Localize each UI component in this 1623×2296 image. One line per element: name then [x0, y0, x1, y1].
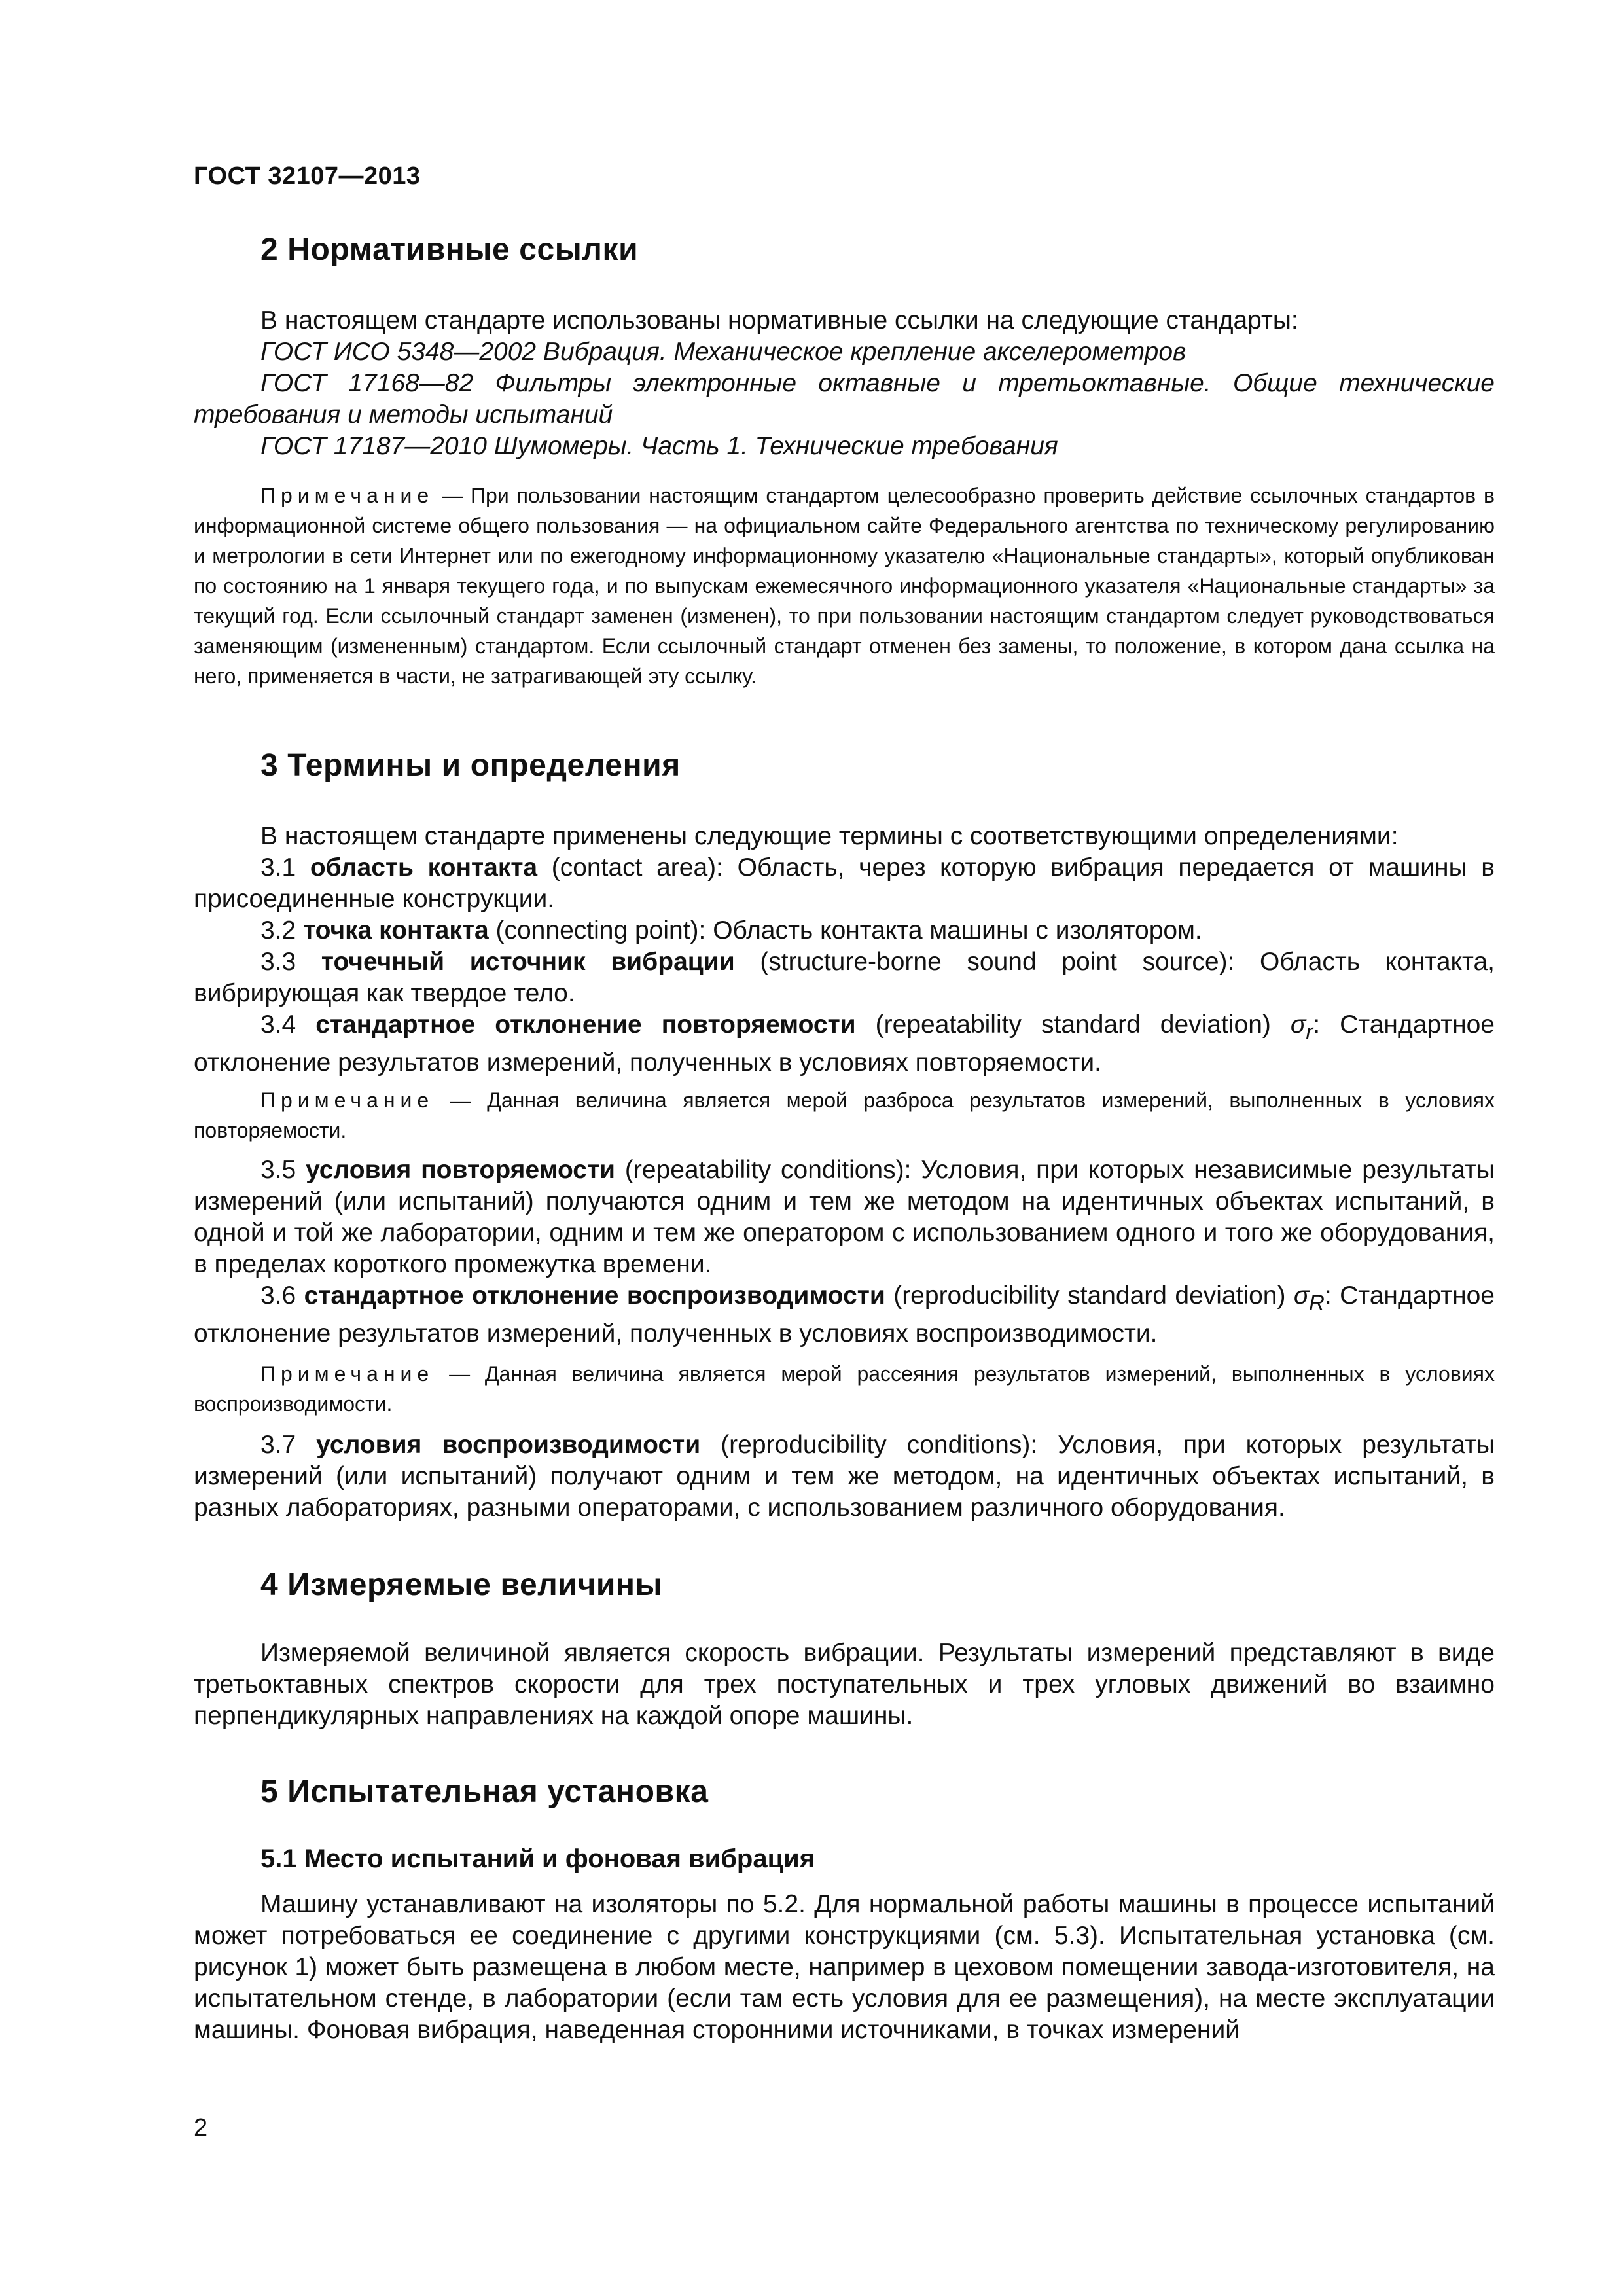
section-5-body — [194, 1889, 1495, 2046]
term-3-4-note: Примечание — Данная величина является мерой разброса результатов измерений, выполненных в условиях повторяемости. — [194, 1088, 1495, 1142]
section-2-note — [194, 480, 1495, 691]
term-3-1: 3.1 область контакта (contact area): Область, через которую вибрация передается от машины в присоединенные конструкции. — [194, 853, 1495, 913]
section-3-intro: В настоящем стандарте применены следующие термины с соответствующими определениями: — [260, 822, 1399, 850]
term-3-3: 3.3 точечный источник вибрации (structure-borne sound point source): Область контакта, вибрирующая как твердое тело. — [194, 948, 1495, 1007]
term-3-4: 3.4 стандартное отклонение повторяемости (repeatability standard deviation) $\sigma_r$: Стандартное отклонение результатов измерений, полученных в условиях повторяемости. — [194, 1011, 1495, 1077]
section-4-text: Измеряемой величиной является скорость вибрации. Результаты измерений представляют в виде третьоктавных спектров скорости для трех поступательных и трех угловых движений во взаимно перпендикулярных направлениях на каждой опоре машины. — [194, 1639, 1495, 1730]
section-3-body-a — [194, 821, 1495, 1079]
note-text: — При пользовании настоящим стандартом целесообразно проверить действие ссылочных стандартов в информационной системе общего пользования — на официальном сайте Федерального агентства по техническому регулированию и метрологии в сети Интернет или по ежегодному информационному указателю «Национальные стандарты», который опубликован по состоянию на 1 января текущего года, и по выпускам ежемесячного информационного указателя «Национальные стандарты» за текущий год. Если ссылочный стандарт заменен (изменен), то при пользовании настоящим стандартом следует руководствоваться заменяющим (измененным) стандартом. Если ссылочный стандарт отменен без замены, то положение, в котором дана ссылка на него, применяется в части, не затрагивающей эту ссылку. — [194, 484, 1495, 688]
term-3-6-name: стандартное отклонение воспроизводимости — [304, 1282, 885, 1310]
section-2-body — [194, 305, 1495, 462]
section-2-intro: В настоящем стандарте использованы нормативные ссылки на следующие стандарты: — [260, 306, 1298, 334]
section-5-heading: 5 Испытательная установка — [260, 1774, 709, 1809]
term-3-5: 3.5 условия повторяемости (repeatability conditions): Условия, при которых независимые результаты измерений (или испытаний) получаются одним и тем же методом на идентичных объектах испытаний, в одной и той же лаборатории, одним и тем же оператором с использованием одного и того же оборудования, в пределах короткого промежутка времени. — [194, 1156, 1495, 1278]
section-3-heading: 3 Термины и определения — [260, 748, 681, 783]
term-3-4-name: стандартное отклонение повторяемости — [315, 1011, 856, 1039]
term-3-2: 3.2 точка контакта (connecting point): Область контакта машины с изолятором. — [260, 916, 1202, 944]
term-3-5-name: условия повторяемости — [306, 1156, 616, 1184]
standard-header: ГОСТ 32107—2013 — [194, 162, 421, 190]
reference-3: ГОСТ 17187—2010 Шумомеры. Часть 1. Технические требования — [260, 432, 1058, 460]
term-3-2-name: точка контакта — [303, 916, 489, 944]
term-3-3-name: точечный источник вибрации — [321, 948, 735, 976]
sigma-r-symbol: $\sigma_r$ — [1290, 1011, 1313, 1043]
term-3-7-name: условия воспроизводимости — [316, 1431, 701, 1459]
page-number: 2 — [194, 2114, 208, 2142]
reference-2: ГОСТ 17168—82 Фильтры электронные октавные и третьоктавные. Общие технические требования и методы испытаний — [194, 369, 1495, 429]
term-3-1-name: область контакта — [310, 853, 538, 882]
note-label: Примечание — [260, 484, 435, 507]
term-3-6-note: Примечание — Данная величина является мерой рассеяния результатов измерений, выполненных в условиях воспроизводимости. — [194, 1362, 1495, 1416]
section-4-body — [194, 1638, 1495, 1732]
section-4-heading: 4 Измеряемые величины — [260, 1568, 663, 1602]
section-3-body-c — [194, 1429, 1495, 1524]
sigma-R-symbol: $\sigma_R$ — [1293, 1282, 1325, 1314]
section-5-1-heading: 5.1 Место испытаний и фоновая вибрация — [260, 1844, 815, 1873]
section-3-body-b — [194, 1155, 1495, 1350]
term-3-6: 3.6 стандартное отклонение воспроизводимости (reproducibility standard deviation) $\sigma_R$: Стандартное отклонение результатов измерений, полученных в условиях воспроизводимости. — [194, 1282, 1495, 1348]
section-2-heading: 2 Нормативные ссылки — [260, 232, 639, 267]
reference-1: ГОСТ ИСО 5348—2002 Вибрация. Механическое крепление акселерометров — [260, 338, 1186, 366]
term-3-7: 3.7 условия воспроизводимости (reproducibility conditions): Условия, при которых результаты измерений (или испытаний) получают одним и тем же методом, на идентичных объектах испытаний, в разных лабораториях, разными операторами, с использованием различного оборудования. — [194, 1431, 1495, 1522]
section-5-1-text: Машину устанавливают на изоляторы по 5.2. Для нормальной работы машины в процессе испытаний может потребоваться ее соединение с другими конструкциями (см. 5.3). Испытательная установка (см. рисунок 1) может быть размещена в любом месте, например в цеховом помещении завода-изготовителя, на испытательном стенде, в лаборатории (если там есть условия для ее размещения), на месте эксплуатации машины. Фоновая вибрация, наведенная сторонними источниками, в точках измерений — [194, 1890, 1495, 2044]
